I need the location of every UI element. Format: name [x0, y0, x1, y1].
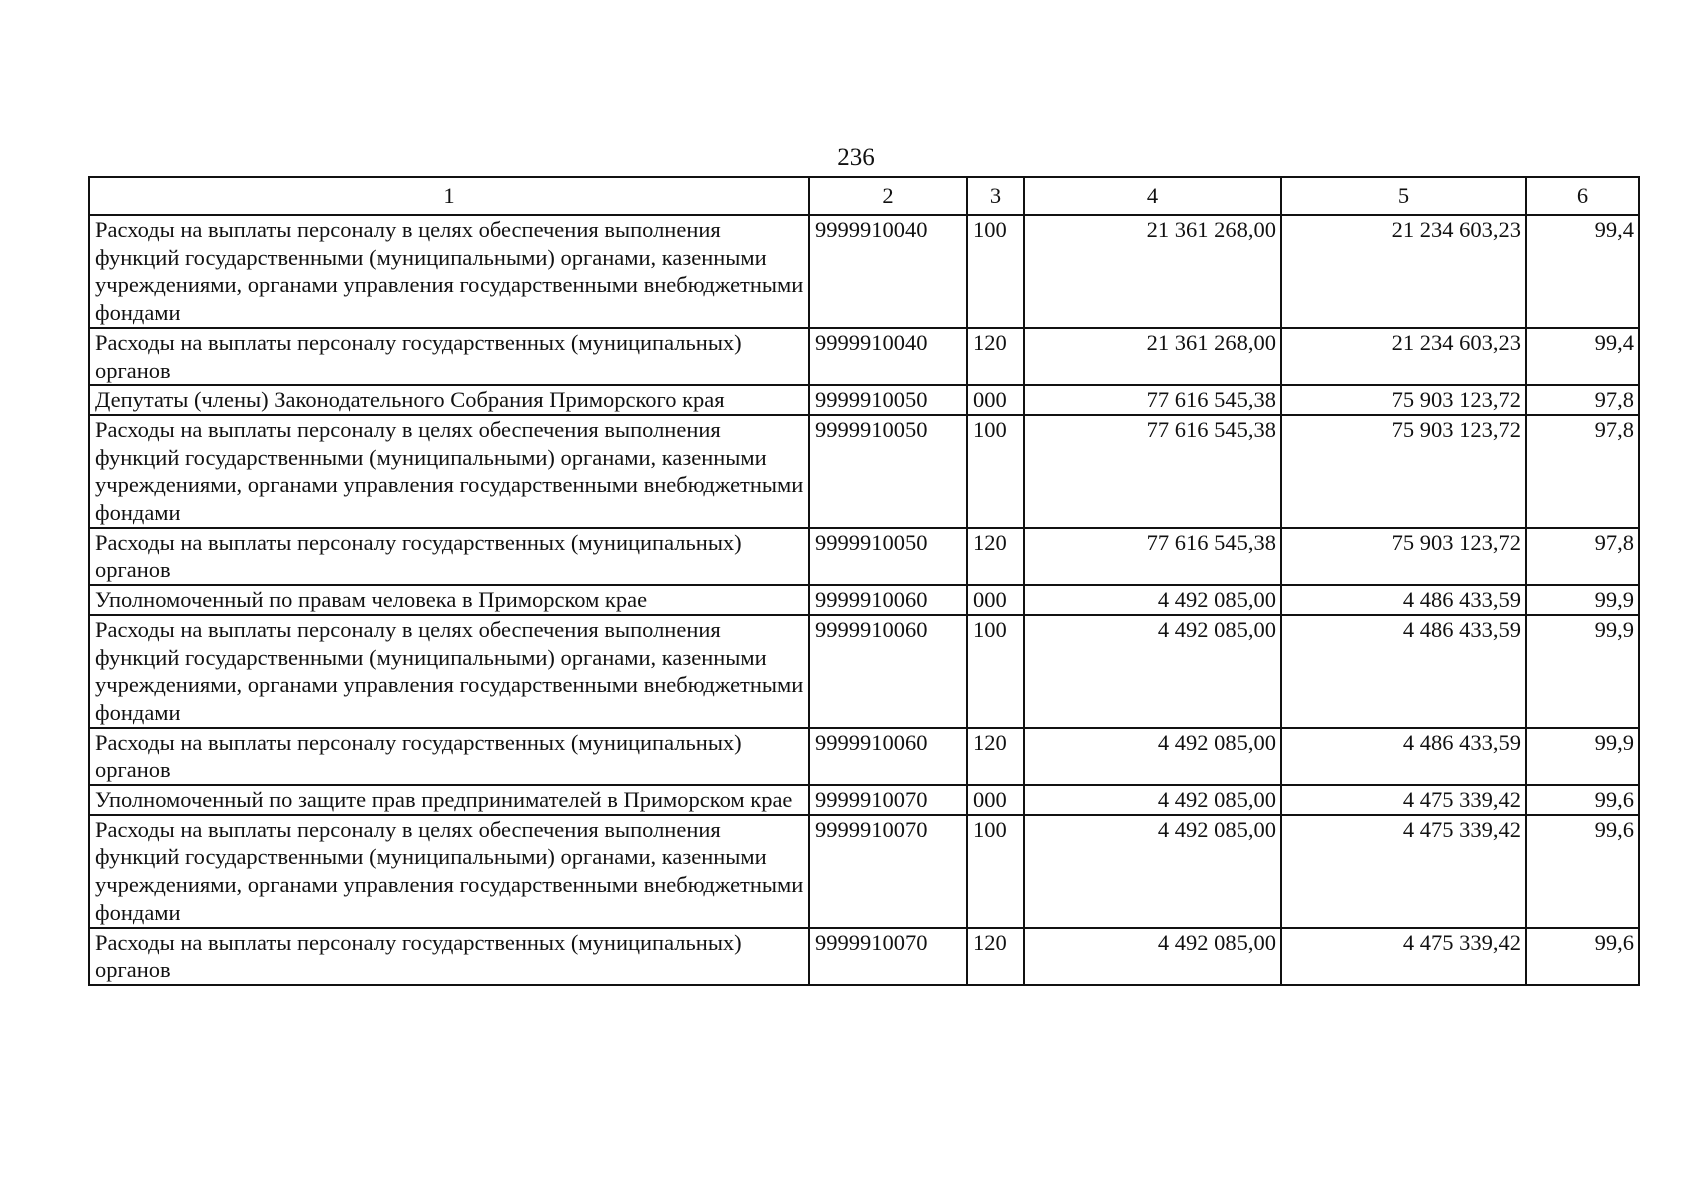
row-name-cell: Депутаты (члены) Законодательного Собрания Приморского края: [89, 385, 809, 415]
expense-type-code-cell: 120: [967, 528, 1024, 585]
actual-amount-cell: 75 903 123,72: [1281, 385, 1526, 415]
planned-amount-cell: 77 616 545,38: [1024, 385, 1281, 415]
execution-percent-cell: 99,6: [1526, 928, 1639, 985]
row-name-cell: Расходы на выплаты персоналу в целях обеспечения выполнения функций государственными (муниципальными) органами, казенными учреждениями, органами управления государственными внебюджетными фондами: [89, 215, 809, 328]
target-article-code-cell: 9999910070: [809, 928, 967, 985]
table-header-row: [89, 177, 1639, 215]
table-row: [89, 785, 1639, 815]
expense-type-code-cell: 100: [967, 415, 1024, 528]
row-name-cell: Расходы на выплаты персоналу в целях обеспечения выполнения функций государственными (муниципальными) органами, казенными учреждениями, органами управления государственными внебюджетными фондами: [89, 415, 809, 528]
table-row: [89, 928, 1639, 985]
execution-percent-cell: 97,8: [1526, 528, 1639, 585]
planned-amount-cell: 4 492 085,00: [1024, 585, 1281, 615]
table-row: [89, 385, 1639, 415]
planned-amount-cell: 4 492 085,00: [1024, 785, 1281, 815]
execution-percent-cell: 99,4: [1526, 215, 1639, 328]
planned-amount-cell: 4 492 085,00: [1024, 615, 1281, 728]
column-header-1: 1: [89, 177, 809, 215]
execution-percent-cell: 99,6: [1526, 785, 1639, 815]
target-article-code-cell: 9999910060: [809, 728, 967, 785]
column-header-4: 4: [1024, 177, 1281, 215]
target-article-code-cell: 9999910070: [809, 785, 967, 815]
actual-amount-cell: 4 475 339,42: [1281, 815, 1526, 928]
table-row: [89, 585, 1639, 615]
target-article-code-cell: 9999910040: [809, 215, 967, 328]
expense-type-code-cell: 000: [967, 385, 1024, 415]
table-row: [89, 215, 1639, 328]
actual-amount-cell: 75 903 123,72: [1281, 415, 1526, 528]
table-row: [89, 728, 1639, 785]
budget-execution-table: [88, 176, 1640, 986]
planned-amount-cell: 4 492 085,00: [1024, 815, 1281, 928]
actual-amount-cell: 21 234 603,23: [1281, 328, 1526, 385]
table-row: [89, 528, 1639, 585]
expense-type-code-cell: 120: [967, 928, 1024, 985]
planned-amount-cell: 77 616 545,38: [1024, 415, 1281, 528]
expense-type-code-cell: 120: [967, 728, 1024, 785]
column-header-6: 6: [1526, 177, 1639, 215]
target-article-code-cell: 9999910050: [809, 385, 967, 415]
row-name-cell: Расходы на выплаты персоналу государственных (муниципальных) органов: [89, 928, 809, 985]
target-article-code-cell: 9999910050: [809, 528, 967, 585]
row-name-cell: Расходы на выплаты персоналу государственных (муниципальных) органов: [89, 728, 809, 785]
table-row: [89, 615, 1639, 728]
column-header-2: 2: [809, 177, 967, 215]
table-body: [89, 215, 1639, 985]
expense-type-code-cell: 000: [967, 585, 1024, 615]
actual-amount-cell: 4 486 433,59: [1281, 585, 1526, 615]
execution-percent-cell: 99,9: [1526, 615, 1639, 728]
execution-percent-cell: 97,8: [1526, 415, 1639, 528]
expense-type-code-cell: 100: [967, 615, 1024, 728]
page-number: 236: [837, 144, 875, 171]
table-row: [89, 815, 1639, 928]
row-name-cell: Уполномоченный по защите прав предпринимателей в Приморском крае: [89, 785, 809, 815]
expense-type-code-cell: 100: [967, 215, 1024, 328]
actual-amount-cell: 21 234 603,23: [1281, 215, 1526, 328]
planned-amount-cell: 21 361 268,00: [1024, 215, 1281, 328]
actual-amount-cell: 4 475 339,42: [1281, 928, 1526, 985]
planned-amount-cell: 4 492 085,00: [1024, 928, 1281, 985]
row-name-cell: Уполномоченный по правам человека в Приморском крае: [89, 585, 809, 615]
expense-type-code-cell: 100: [967, 815, 1024, 928]
planned-amount-cell: 4 492 085,00: [1024, 728, 1281, 785]
row-name-cell: Расходы на выплаты персоналу в целях обеспечения выполнения функций государственными (муниципальными) органами, казенными учреждениями, органами управления государственными внебюджетными фондами: [89, 815, 809, 928]
target-article-code-cell: 9999910050: [809, 415, 967, 528]
row-name-cell: Расходы на выплаты персоналу государственных (муниципальных) органов: [89, 328, 809, 385]
planned-amount-cell: 21 361 268,00: [1024, 328, 1281, 385]
execution-percent-cell: 97,8: [1526, 385, 1639, 415]
target-article-code-cell: 9999910070: [809, 815, 967, 928]
table-row: [89, 328, 1639, 385]
actual-amount-cell: 4 475 339,42: [1281, 785, 1526, 815]
actual-amount-cell: 75 903 123,72: [1281, 528, 1526, 585]
actual-amount-cell: 4 486 433,59: [1281, 728, 1526, 785]
row-name-cell: Расходы на выплаты персоналу в целях обеспечения выполнения функций государственными (муниципальными) органами, казенными учреждениями, органами управления государственными внебюджетными фондами: [89, 615, 809, 728]
target-article-code-cell: 9999910060: [809, 615, 967, 728]
column-header-5: 5: [1281, 177, 1526, 215]
column-header-3: 3: [967, 177, 1024, 215]
execution-percent-cell: 99,6: [1526, 815, 1639, 928]
expense-type-code-cell: 120: [967, 328, 1024, 385]
planned-amount-cell: 77 616 545,38: [1024, 528, 1281, 585]
table-row: [89, 415, 1639, 528]
row-name-cell: Расходы на выплаты персоналу государственных (муниципальных) органов: [89, 528, 809, 585]
execution-percent-cell: 99,9: [1526, 728, 1639, 785]
execution-percent-cell: 99,9: [1526, 585, 1639, 615]
execution-percent-cell: 99,4: [1526, 328, 1639, 385]
actual-amount-cell: 4 486 433,59: [1281, 615, 1526, 728]
target-article-code-cell: 9999910040: [809, 328, 967, 385]
expense-type-code-cell: 000: [967, 785, 1024, 815]
target-article-code-cell: 9999910060: [809, 585, 967, 615]
